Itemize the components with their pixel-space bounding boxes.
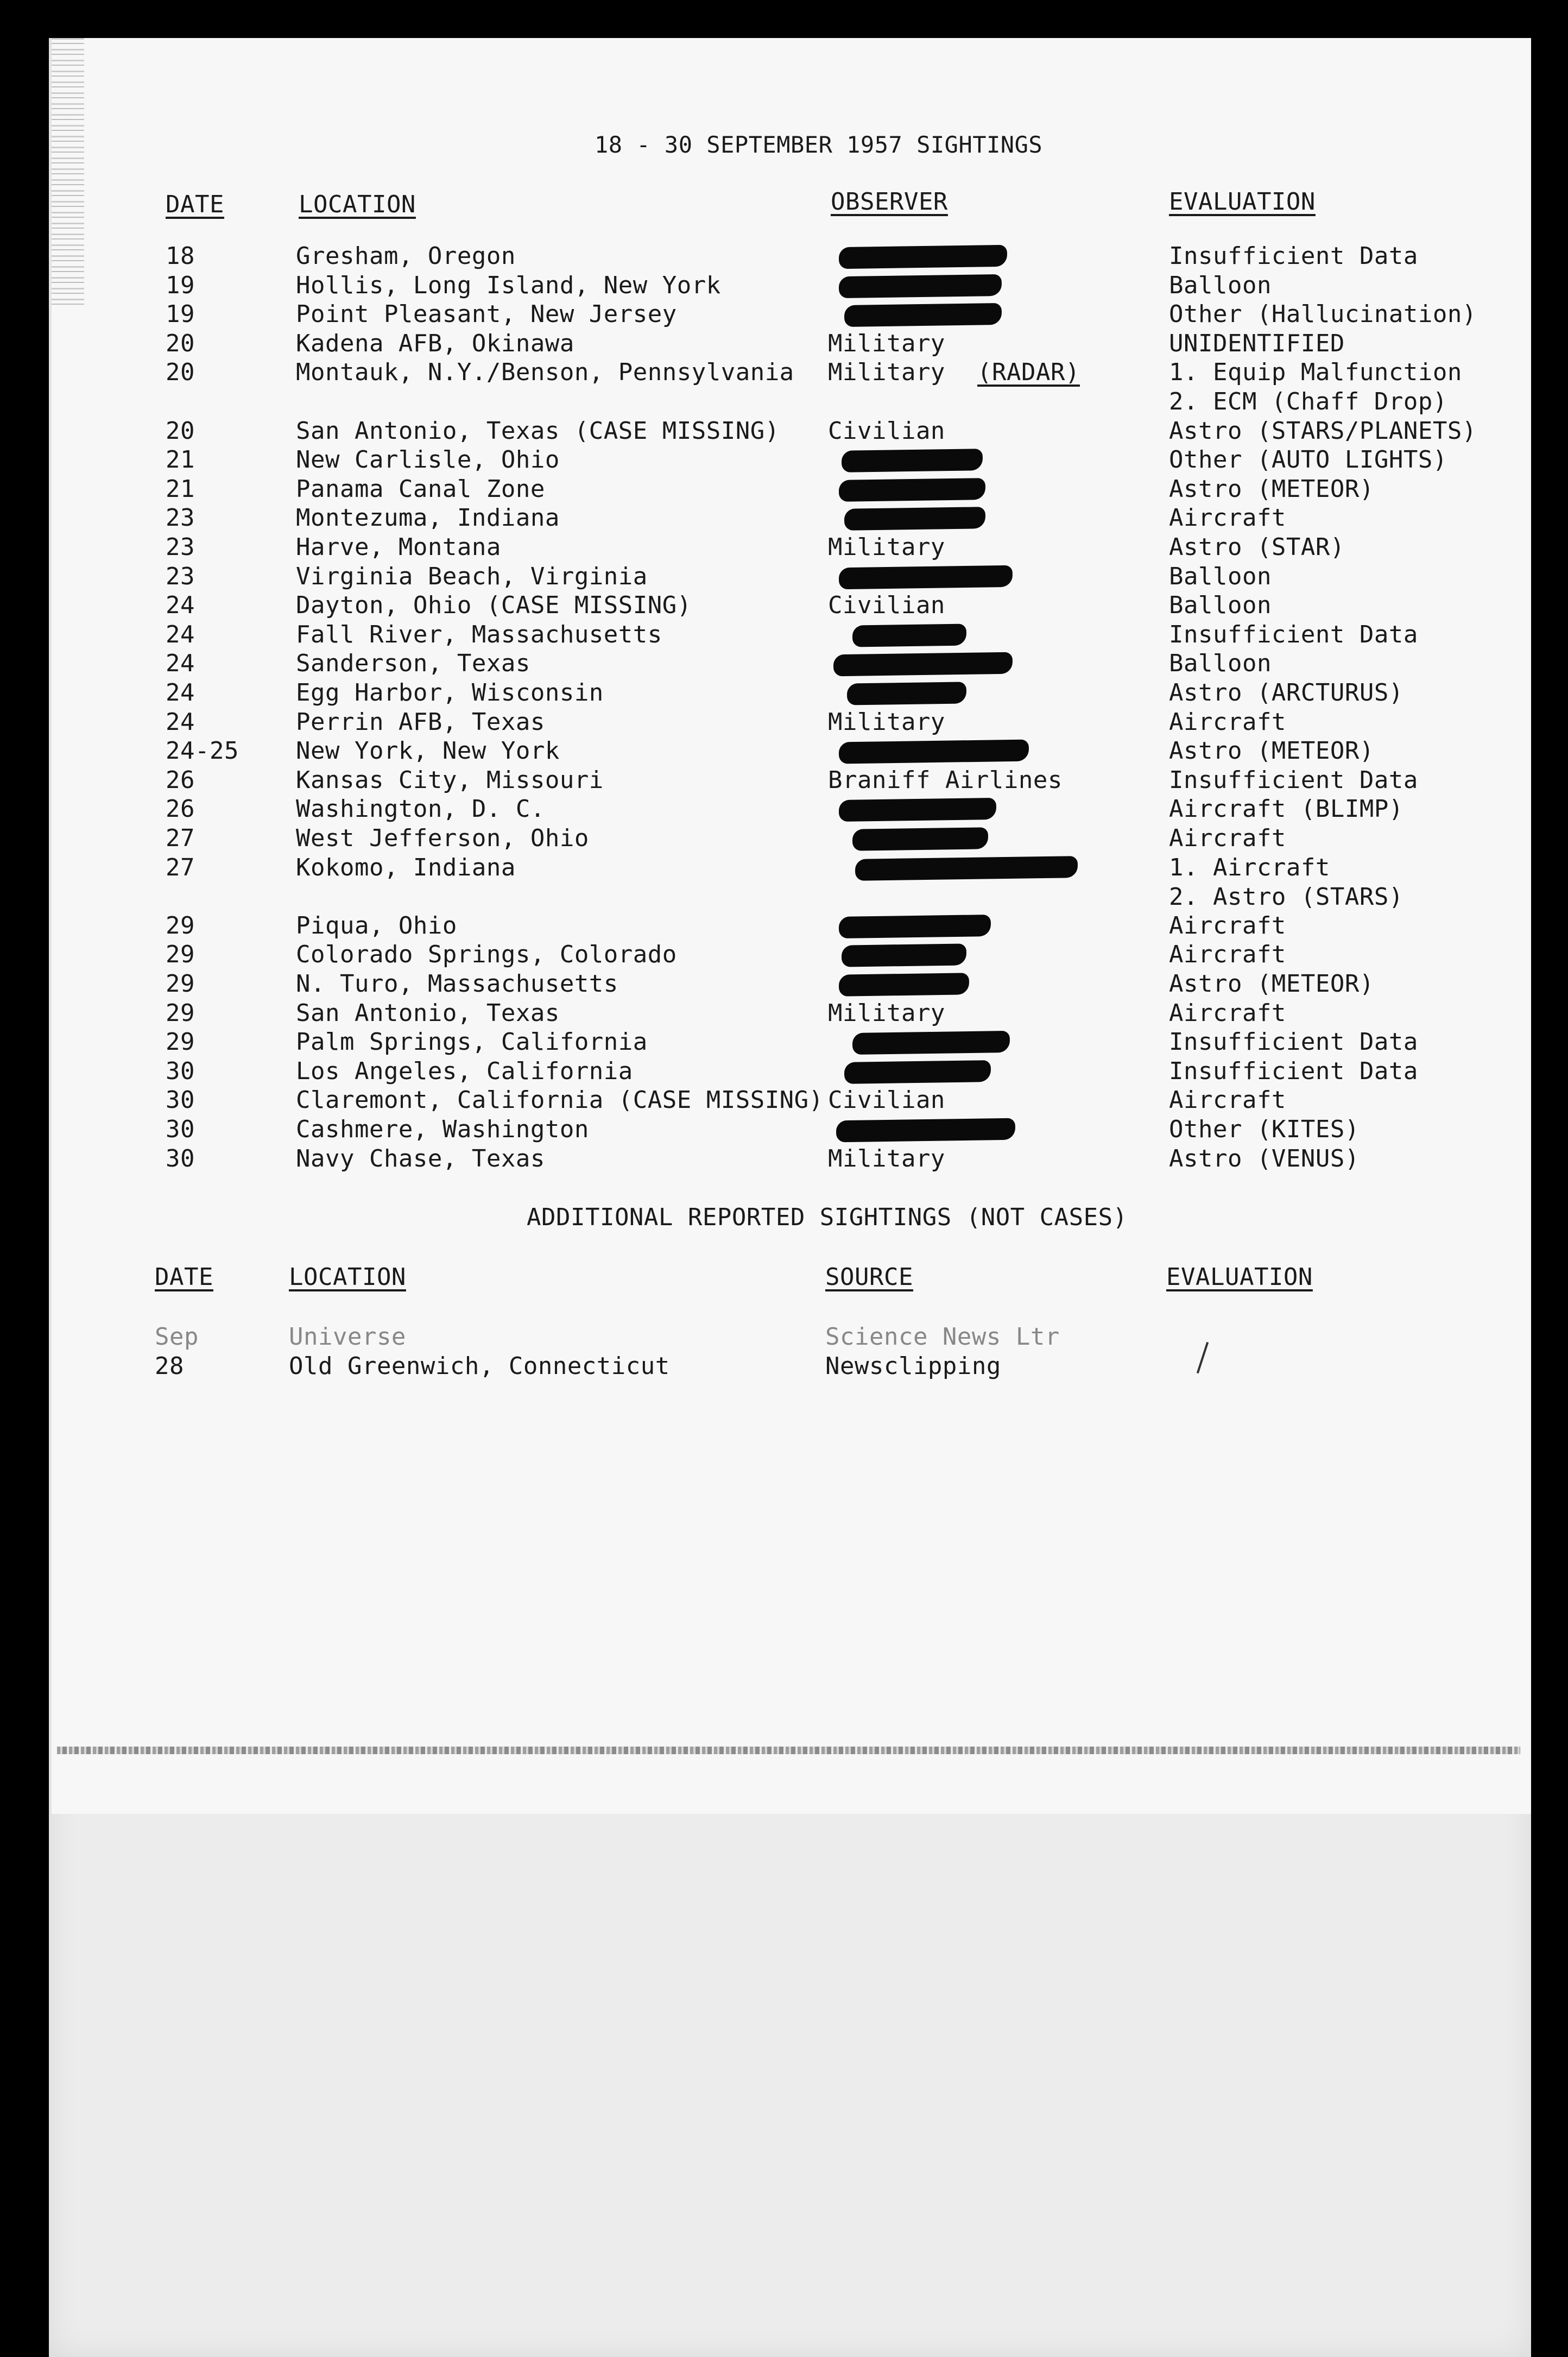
row-evaluation: Aircraft	[1169, 1086, 1286, 1114]
row-date: 27	[166, 854, 195, 881]
row-evaluation: 1. Aircraft	[1169, 854, 1330, 881]
row-location: Fall River, Massachusetts	[296, 621, 662, 648]
redaction-mark	[852, 1031, 1010, 1055]
redaction-mark	[852, 827, 989, 850]
additional-row-date: Sep	[155, 1323, 199, 1351]
row-observer: Civilian	[828, 417, 945, 445]
check-mark	[1197, 1342, 1209, 1373]
row-date: 30	[166, 1086, 195, 1114]
redaction-mark	[839, 274, 1002, 298]
row-date: 29	[166, 970, 195, 998]
row-evaluation: Astro (METEOR)	[1169, 737, 1374, 765]
row-observer: Military	[828, 708, 945, 736]
redaction-mark	[839, 565, 1013, 589]
row-location: San Antonio, Texas (CASE MISSING)	[296, 417, 780, 445]
row-date: 24	[166, 591, 195, 619]
row-location: New Carlisle, Ohio	[296, 446, 560, 474]
row-evaluation: Astro (VENUS)	[1169, 1145, 1360, 1173]
row-location: Cashmere, Washington	[296, 1116, 589, 1143]
row-date: 24	[166, 679, 195, 707]
row-location: Kokomo, Indiana	[296, 854, 516, 881]
row-location: N. Turo, Massachusetts	[296, 970, 618, 998]
row-date: 20	[166, 330, 195, 357]
additional-row-location: Old Greenwich, Connecticut	[289, 1352, 670, 1380]
redaction-mark	[844, 507, 986, 531]
redaction-mark	[844, 1060, 991, 1084]
redaction-mark	[847, 682, 967, 705]
row-observer: Braniff Airlines	[828, 766, 1063, 794]
row-location: Sanderson, Texas	[296, 650, 530, 677]
row-evaluation: Astro (STAR)	[1169, 533, 1345, 561]
header-date: DATE	[166, 191, 224, 218]
page-title: 18 - 30 SEPTEMBER 1957 SIGHTINGS	[595, 131, 1043, 158]
redaction-mark	[839, 915, 991, 938]
row-location: Washington, D. C.	[296, 795, 545, 823]
row-location: Kadena AFB, Okinawa	[296, 330, 574, 357]
row-date: 24	[166, 708, 195, 736]
row-evaluation: Balloon	[1169, 563, 1272, 590]
row-evaluation: Astro (STARS/PLANETS)	[1169, 417, 1477, 445]
row-location: New York, New York	[296, 737, 560, 765]
row-evaluation: Aircraft	[1169, 504, 1286, 532]
redaction-mark	[842, 943, 967, 967]
row-evaluation: Insufficient Data	[1169, 1057, 1418, 1085]
row-evaluation: Astro (ARCTURUS)	[1169, 679, 1403, 707]
row-observer: Civilian	[828, 1086, 945, 1114]
row-date: 19	[166, 300, 195, 328]
redaction-mark	[855, 856, 1078, 881]
row-date: 18	[166, 242, 195, 270]
additional-title: ADDITIONAL REPORTED SIGHTINGS (NOT CASES)	[527, 1203, 1128, 1231]
row-location: Montezuma, Indiana	[296, 504, 560, 532]
row-evaluation: Astro (METEOR)	[1169, 970, 1374, 998]
row-location: Hollis, Long Island, New York	[296, 272, 721, 299]
additional-header-source: SOURCE	[825, 1263, 913, 1291]
header-observer: OBSERVER	[831, 188, 948, 216]
row-date: 29	[166, 912, 195, 940]
redaction-mark	[842, 449, 983, 472]
redaction-mark	[852, 624, 967, 647]
row-location: Navy Chase, Texas	[296, 1145, 545, 1173]
row-date: 24-25	[166, 737, 239, 765]
torn-left-edge	[52, 38, 84, 310]
row-observer: Military	[828, 999, 945, 1027]
row-location: Harve, Montana	[296, 533, 501, 561]
row-location: Point Pleasant, New Jersey	[296, 300, 677, 328]
row-date: 30	[166, 1116, 195, 1143]
additional-row-location: Universe	[289, 1323, 406, 1351]
row-location: Claremont, California (CASE MISSING)	[296, 1086, 824, 1114]
row-date: 23	[166, 533, 195, 561]
row-location: Virginia Beach, Virginia	[296, 563, 648, 590]
row-evaluation: Balloon	[1169, 591, 1272, 619]
row-evaluation: Insufficient Data	[1169, 621, 1418, 648]
row-location: Egg Harbor, Wisconsin	[296, 679, 604, 707]
row-location: Colorado Springs, Colorado	[296, 941, 677, 968]
row-evaluation: Insufficient Data	[1169, 242, 1418, 270]
redaction-mark	[833, 652, 1013, 677]
row-evaluation: Aircraft	[1169, 912, 1286, 940]
row-evaluation: 2. Astro (STARS)	[1169, 883, 1403, 911]
row-observer: Military	[828, 330, 945, 357]
additional-row-date: 28	[155, 1352, 184, 1380]
redaction-mark	[844, 303, 1002, 327]
row-evaluation: Other (KITES)	[1169, 1116, 1360, 1143]
row-observer: Military	[828, 1145, 945, 1173]
row-evaluation: 2. ECM (Chaff Drop)	[1169, 388, 1447, 415]
row-observer-note: (RADAR)	[977, 358, 1080, 386]
row-evaluation: 1. Equip Malfunction	[1169, 358, 1462, 386]
row-date: 26	[166, 766, 195, 794]
row-evaluation: Aircraft	[1169, 708, 1286, 736]
row-evaluation: Balloon	[1169, 650, 1272, 677]
redaction-mark	[839, 245, 1008, 269]
row-evaluation: Aircraft	[1169, 824, 1286, 852]
row-date: 26	[166, 795, 195, 823]
row-date: 30	[166, 1145, 195, 1173]
header-evaluation: EVALUATION	[1169, 188, 1316, 216]
row-location: Los Angeles, California	[296, 1057, 633, 1085]
row-evaluation: Aircraft (BLIMP)	[1169, 795, 1403, 823]
row-location: Perrin AFB, Texas	[296, 708, 545, 736]
row-location: Dayton, Ohio (CASE MISSING)	[296, 591, 692, 619]
row-date: 21	[166, 446, 195, 474]
row-date: 29	[166, 941, 195, 968]
page-bottom-edge	[57, 1747, 1520, 1754]
additional-header-evaluation: EVALUATION	[1166, 1263, 1313, 1291]
row-observer: Military	[828, 358, 945, 386]
row-date: 24	[166, 650, 195, 677]
row-date: 30	[166, 1057, 195, 1085]
row-date: 23	[166, 563, 195, 590]
row-evaluation: Aircraft	[1169, 999, 1286, 1027]
additional-header-location: LOCATION	[289, 1263, 406, 1291]
header-location: LOCATION	[299, 191, 416, 218]
row-location: Gresham, Oregon	[296, 242, 516, 270]
row-location: Piqua, Ohio	[296, 912, 457, 940]
row-date: 27	[166, 824, 195, 852]
row-date: 29	[166, 999, 195, 1027]
additional-row-source: Science News Ltr	[825, 1323, 1060, 1351]
row-date: 24	[166, 621, 195, 648]
row-location: West Jefferson, Ohio	[296, 824, 589, 852]
redaction-mark	[839, 740, 1029, 764]
row-evaluation: Insufficient Data	[1169, 766, 1418, 794]
additional-row-source: Newsclipping	[825, 1352, 1001, 1380]
row-date: 29	[166, 1028, 195, 1056]
redaction-mark	[836, 1118, 1016, 1143]
row-date: 19	[166, 272, 195, 299]
redaction-mark	[839, 798, 997, 822]
row-date: 23	[166, 504, 195, 532]
redaction-mark	[839, 973, 970, 996]
row-evaluation: Insufficient Data	[1169, 1028, 1418, 1056]
row-date: 20	[166, 358, 195, 386]
row-observer: Civilian	[828, 591, 945, 619]
document-page	[52, 38, 1531, 1814]
row-evaluation: Balloon	[1169, 272, 1272, 299]
row-evaluation: UNIDENTIFIED	[1169, 330, 1345, 357]
row-evaluation: Other (AUTO LIGHTS)	[1169, 446, 1447, 474]
row-date: 20	[166, 417, 195, 445]
row-date: 21	[166, 475, 195, 503]
row-evaluation: Aircraft	[1169, 941, 1286, 968]
row-evaluation: Astro (METEOR)	[1169, 475, 1374, 503]
row-evaluation: Other (Hallucination)	[1169, 300, 1477, 328]
row-observer: Military	[828, 533, 945, 561]
row-location: Montauk, N.Y./Benson, Pennsylvania	[296, 358, 794, 386]
row-location: San Antonio, Texas	[296, 999, 560, 1027]
row-location: Palm Springs, California	[296, 1028, 648, 1056]
additional-header-date: DATE	[155, 1263, 213, 1291]
row-location: Panama Canal Zone	[296, 475, 545, 503]
redaction-mark	[839, 478, 986, 502]
row-location: Kansas City, Missouri	[296, 766, 604, 794]
